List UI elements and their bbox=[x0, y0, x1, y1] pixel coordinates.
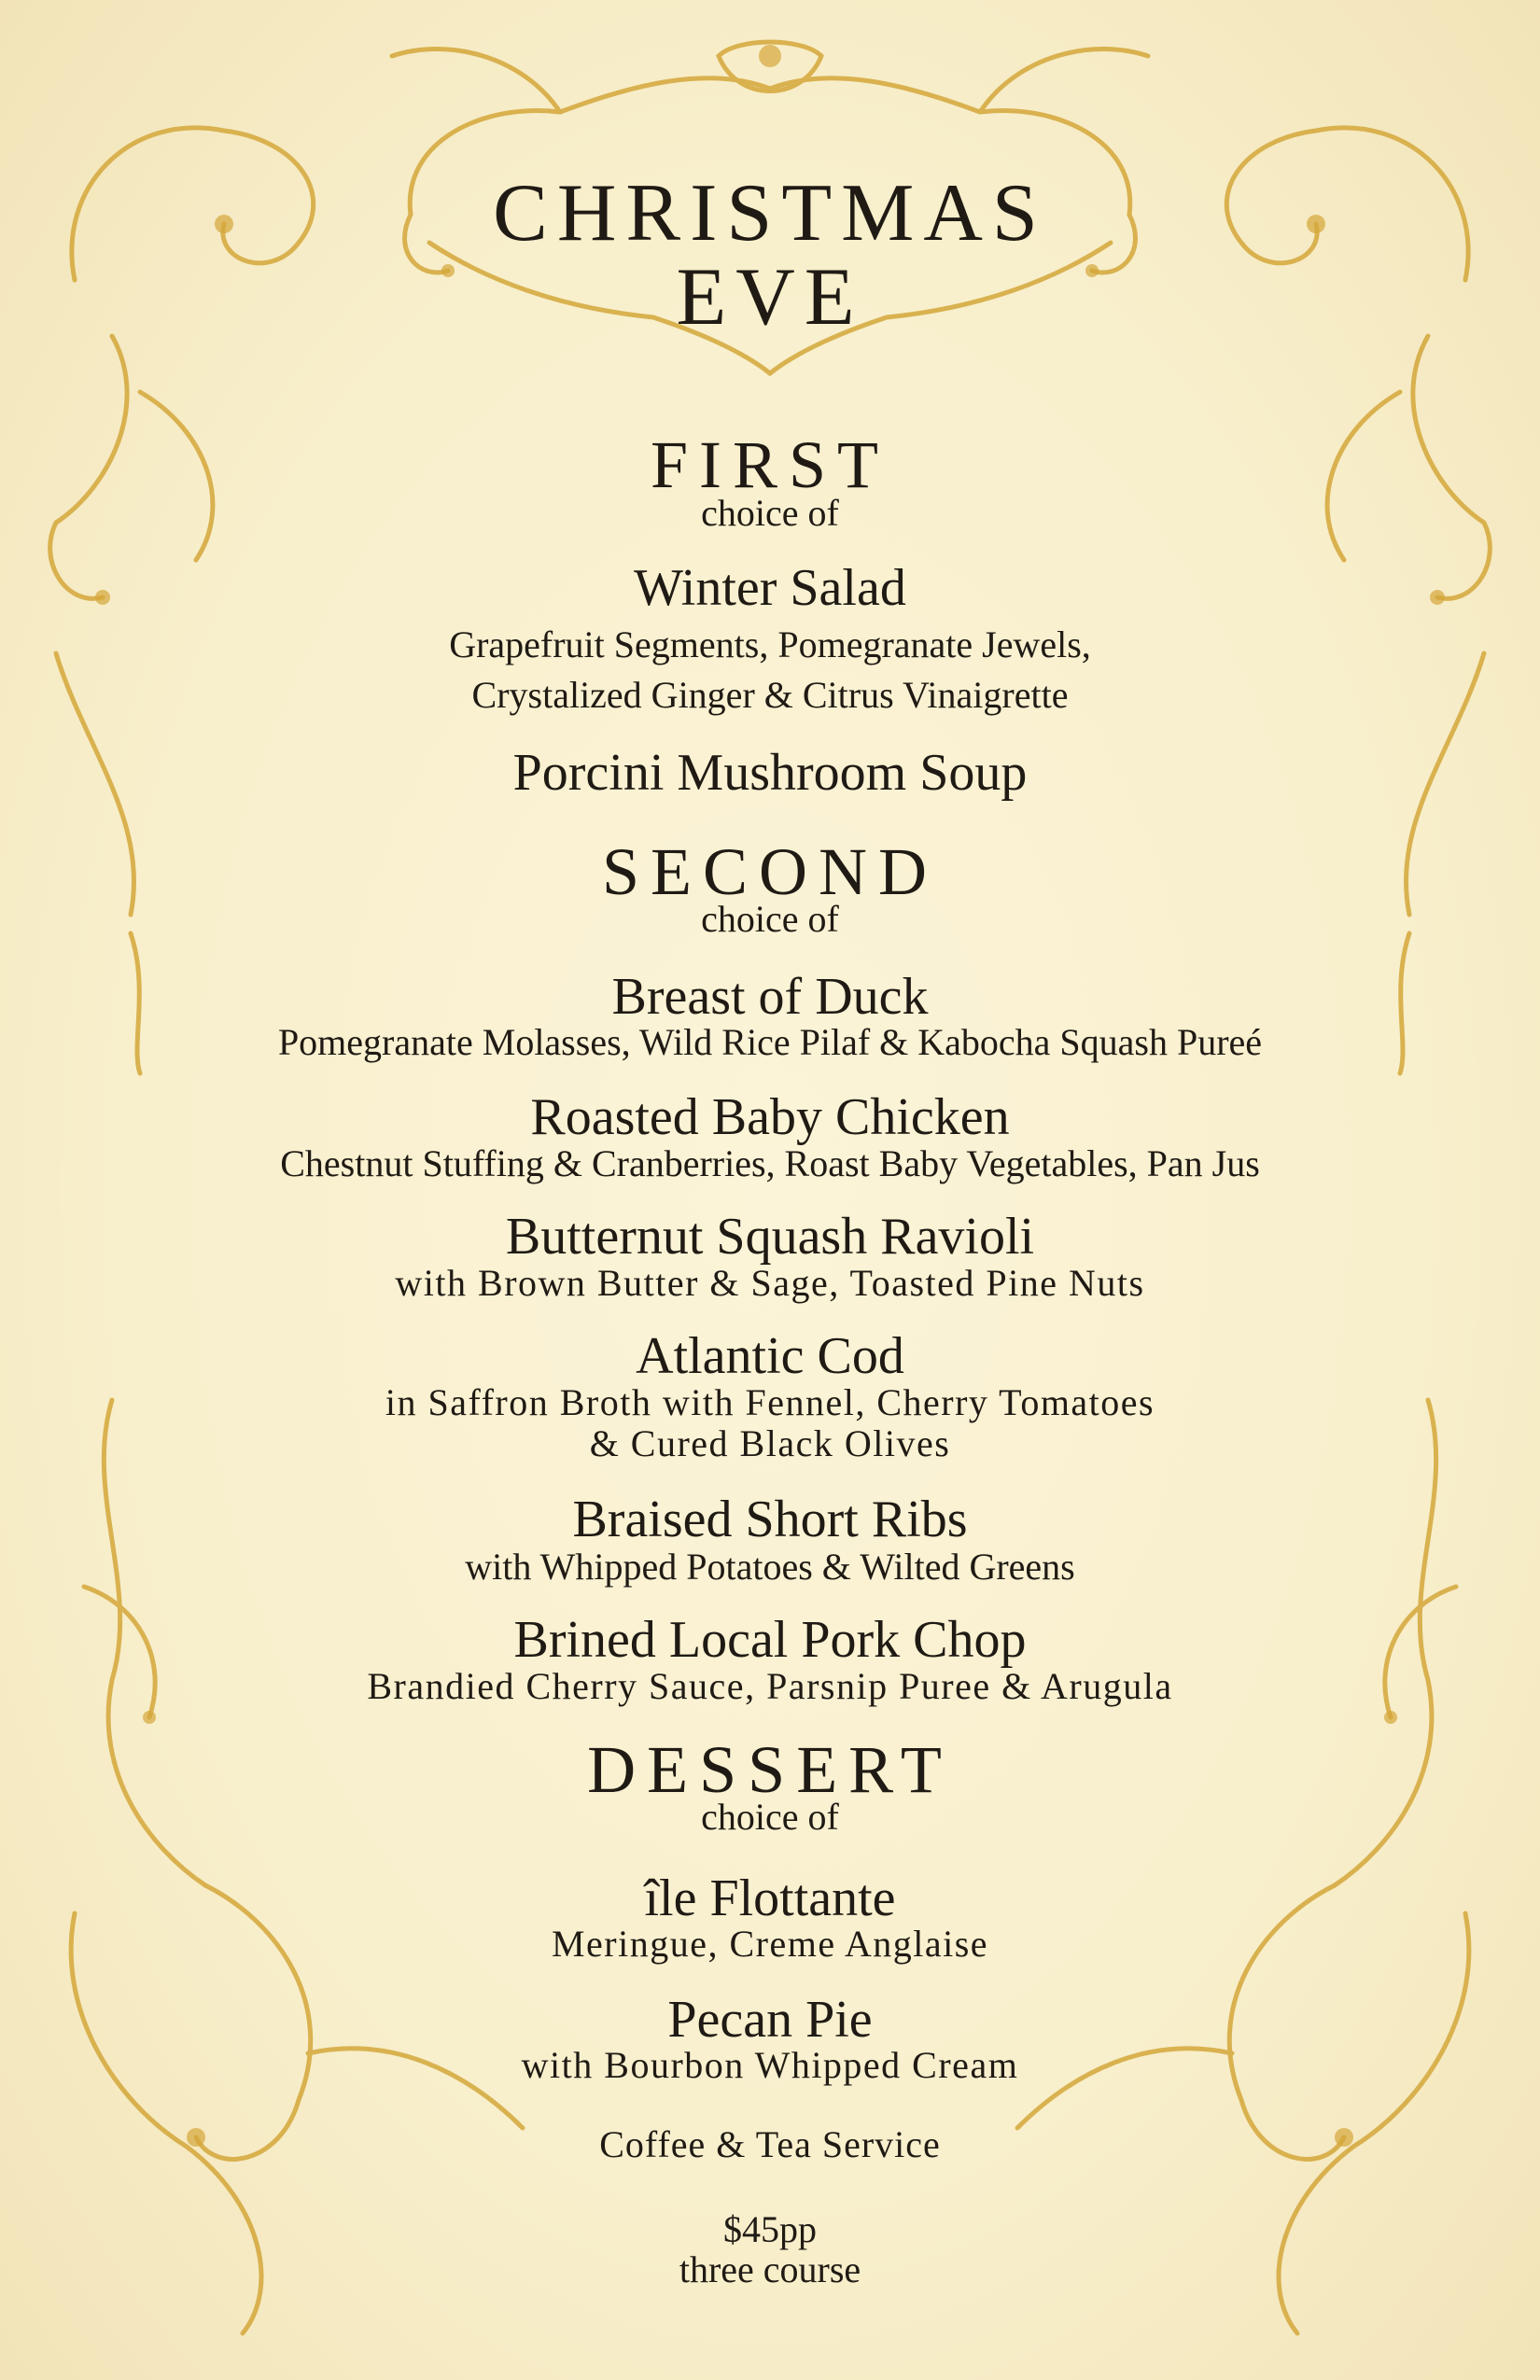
dish-name: Porcini Mushroom Soup bbox=[512, 744, 1028, 802]
dish-name: Butternut Squash Ravioli bbox=[505, 1208, 1035, 1266]
dish-description: Meringue, Creme Anglaise bbox=[551, 1923, 989, 1965]
dish-name: Pecan Pie bbox=[667, 1991, 873, 2049]
dish-description: Crystalized Ginger & Citrus Vinaigrette bbox=[471, 674, 1069, 716]
dish-description: with Brown Butter & Sage, Toasted Pine Nuts bbox=[395, 1262, 1145, 1304]
dish-name: île Flottante bbox=[644, 1869, 896, 1927]
dish-description: in Saffron Broth with Fennel, Cherry Tomatoes bbox=[385, 1381, 1155, 1423]
price-note: three course bbox=[679, 2248, 861, 2290]
course-heading-second: SECOND bbox=[601, 834, 939, 909]
dish-name: Winter Salad bbox=[634, 559, 906, 617]
choice-label-dessert: choice of bbox=[701, 1796, 839, 1838]
coffee-tea-service: Coffee & Tea Service bbox=[599, 2123, 941, 2165]
course-heading-first: FIRST bbox=[650, 427, 890, 502]
dish-name: Atlantic Cod bbox=[636, 1327, 904, 1385]
menu-title-line1: CHRISTMAS bbox=[493, 168, 1047, 259]
price: $45pp bbox=[723, 2208, 817, 2250]
course-heading-dessert: DESSERT bbox=[587, 1732, 953, 1807]
choice-label-first: choice of bbox=[701, 492, 839, 534]
dish-description: with Whipped Potatoes & Wilted Greens bbox=[465, 1546, 1075, 1588]
dish-description: & Cured Black Olives bbox=[589, 1422, 951, 1464]
menu-title-line2: EVE bbox=[676, 252, 864, 343]
dish-name: Brined Local Pork Chop bbox=[513, 1611, 1027, 1669]
dish-description: Brandied Cherry Sauce, Parsnip Puree & Arugula bbox=[367, 1665, 1173, 1707]
dish-description: Chestnut Stuffing & Cranberries, Roast Baby Vegetables, Pan Jus bbox=[280, 1142, 1260, 1184]
dish-description: Pomegranate Molasses, Wild Rice Pilaf & Kabocha Squash Pureé bbox=[277, 1021, 1263, 1063]
choice-label-second: choice of bbox=[701, 898, 839, 940]
dish-name: Braised Short Ribs bbox=[572, 1491, 968, 1548]
dish-name: Breast of Duck bbox=[611, 968, 929, 1026]
dish-description: with Bourbon Whipped Cream bbox=[521, 2044, 1019, 2086]
dish-name: Roasted Baby Chicken bbox=[530, 1088, 1010, 1146]
dish-description: Grapefruit Segments, Pomegranate Jewels, bbox=[449, 623, 1091, 665]
